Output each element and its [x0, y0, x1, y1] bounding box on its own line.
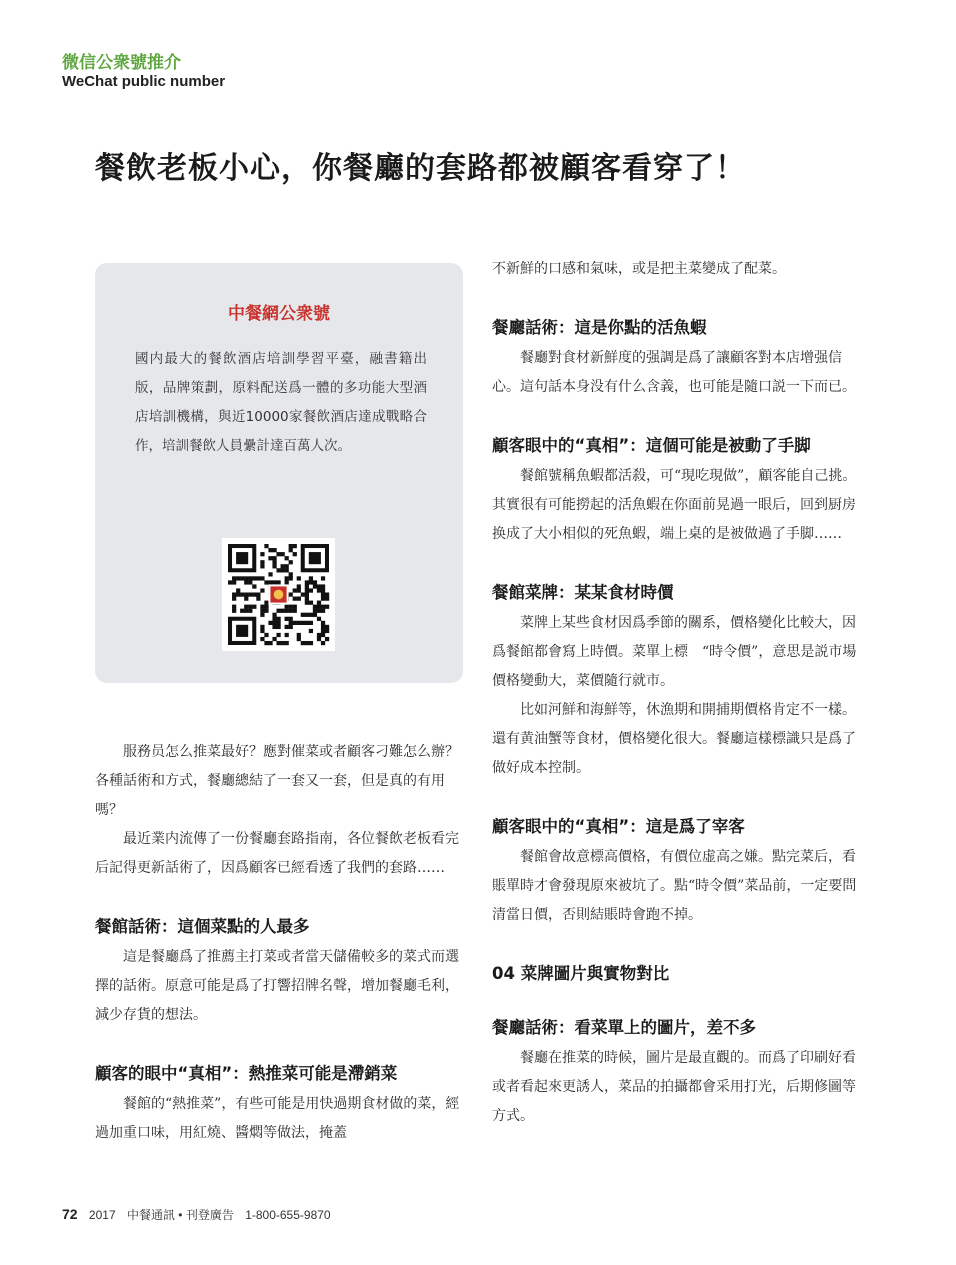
section-label-zh: 微信公衆號推介 [62, 53, 181, 73]
body-paragraph: 餐廳在推菜的時候，圖片是最直觀的。而爲了印刷好看或者看起來更誘人，菜品的拍攝都會采用打光，后期修圖等方式。 [492, 1050, 856, 1124]
intro-paragraph-2: 最近業内流傳了一份餐廳套路指南，各位餐飲老板看完后記得更新話術了，因爲顧客已經看透了我們的套路…… [95, 831, 459, 876]
article-title: 餐飲老板小心，你餐廳的套路都被顧客看穿了！ [95, 151, 746, 186]
promo-box-description: 國内最大的餐飲酒店培訓學習平臺，融書籍出版，品牌策劃，原料配送爲一體的多功能大型酒店培訓機構，與近10000家餐飲酒店達成戰略合作，培訓餐飲人員纍計達百萬人次。 [135, 351, 427, 454]
section-heading: 顧客眼中的“真相”：這是爲了宰客 [492, 817, 745, 836]
right-column [492, 255, 864, 1131]
page-footer [62, 1206, 331, 1223]
body-paragraph: 餐館的“熱推菜”，有些可能是用快過期食材做的菜，經過加重口味，用紅燒、醬燜等做法，掩蓋 [95, 1096, 460, 1141]
body-paragraph: 餐館號稱魚蝦都活殺，可“現吃現做”，顧客能自己挑。其實很有可能撈起的活魚蝦在你面前晃過一眼后，回到厨房换成了大小相似的死魚蝦，端上桌的是被做過了手脚…… [492, 468, 857, 542]
chapter-heading: 04 菜牌圖片與實物對比 [492, 964, 670, 983]
wechat-qr-code-icon [222, 538, 335, 651]
wechat-promo-box [95, 263, 463, 683]
section-label-en: WeChat public number [62, 73, 226, 90]
body-paragraph: 菜牌上某些食材因爲季節的關系，價格變化比較大，因爲餐館都會寫上時價。菜單上標 “時令價”，意思是説市場價格變動大，菜價隨行就市。 [492, 615, 857, 689]
section-heading: 顧客的眼中“真相”：熱推菜可能是滯銷菜 [95, 1064, 398, 1083]
body-paragraph: 餐廳對食材新鮮度的强調是爲了讓顧客對本店增强信心。這句話本身没有什么含義，也可能是隨口説一下而已。 [492, 350, 856, 395]
promo-box-title: 中餐網公衆號 [228, 304, 330, 324]
body-paragraph: 比如河鮮和海鮮等，休漁期和開捕期價格肯定不一樣。還有黄油蟹等食材，價格變化很大。餐廳這樣標識只是爲了做好成本控制。 [492, 702, 856, 776]
body-paragraph: 這是餐廳爲了推薦主打菜或者當天儲備較多的菜式而選擇的話術。原意可能是爲了打響招牌名聲，增加餐廳毛利，減少存貨的想法。 [95, 949, 459, 1023]
section-heading: 餐館話術：這個菜點的人最多 [95, 917, 310, 936]
section-heading: 顧客眼中的“真相”：這個可能是被動了手脚 [492, 436, 811, 455]
left-column [95, 738, 467, 1148]
footer-phone: 1-800-655-9870 [245, 1208, 331, 1222]
section-heading: 餐廳話術：這是你點的活魚蝦 [492, 318, 707, 337]
footer-publication: 中餐通訊 • 刊登廣告 [126, 1208, 234, 1222]
continued-paragraph: 不新鮮的口感和氣味，或是把主菜變成了配菜。 [492, 261, 786, 277]
page-number: 72 [62, 1206, 78, 1222]
section-heading: 餐館菜牌：某某食材時價 [492, 583, 674, 602]
intro-paragraph-1: 服務员怎么推菜最好？應對催菜或者顧客刁難怎么辦？各種話術和方式，餐廳總結了一套又一套，但是真的有用嗎？ [95, 744, 459, 818]
footer-year: 2017 [88, 1208, 116, 1222]
body-paragraph: 餐館會故意標高價格，有價位虚高之嫌。點完菜后，看賬單時才會發現原來被坑了。點“時令價”菜品前，一定要問清當日價，否則結賬時會跑不掉。 [492, 849, 857, 923]
section-heading: 餐廳話術：看菜單上的圖片，差不多 [492, 1018, 756, 1037]
